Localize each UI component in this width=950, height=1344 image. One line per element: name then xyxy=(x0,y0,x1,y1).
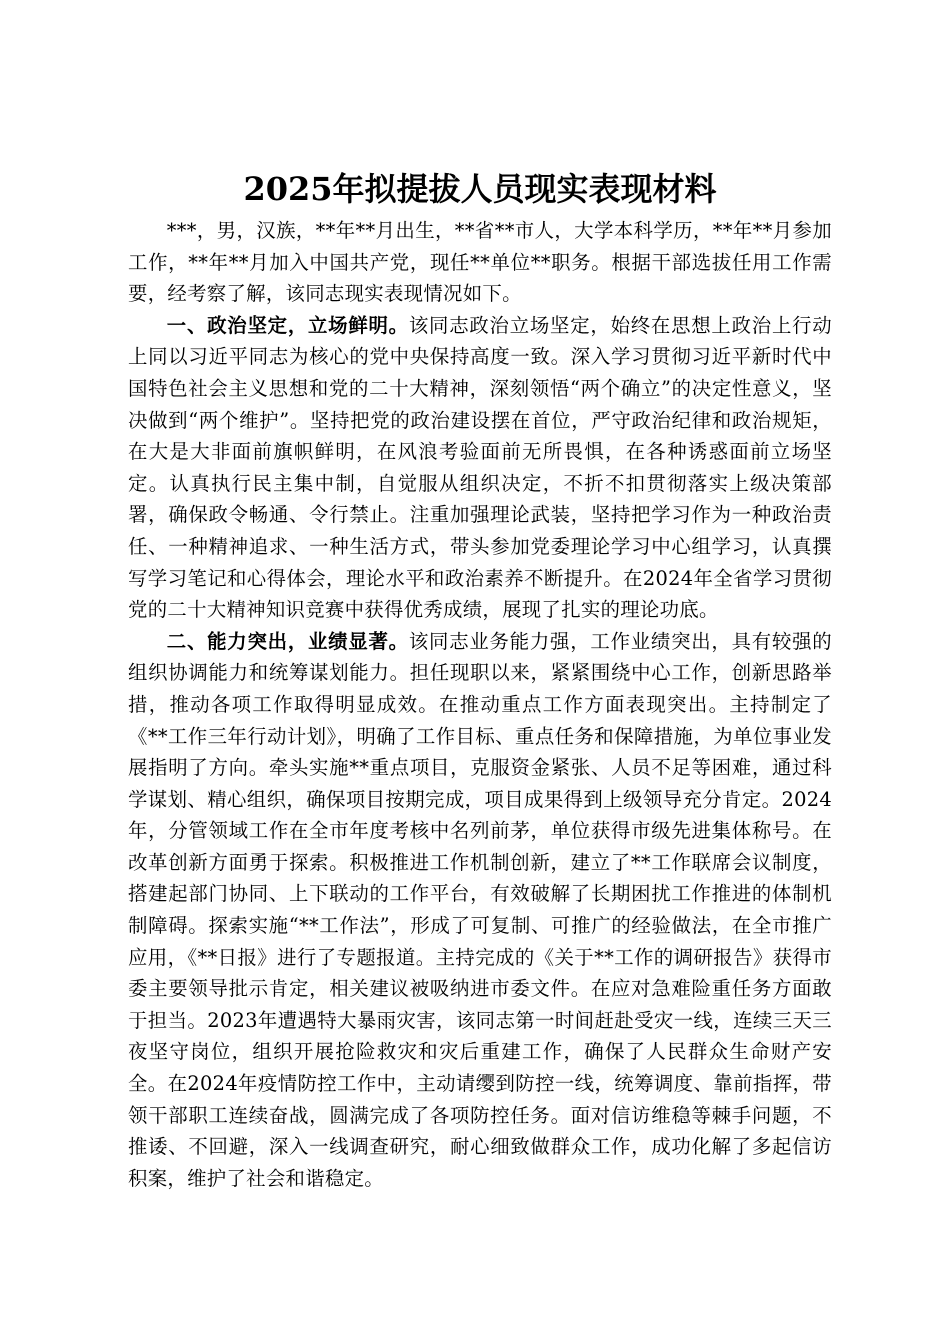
section-heading-ability: 二、能力突出，业绩显著。 xyxy=(166,629,409,653)
section-body-ability: 该同志业务能力强，工作业绩突出，具有较强的组织协调能力和统筹谋划能力。担任现职以来，紧紧围绕中心工作，创新思路举措，推动各项工作取得明显成效。在推动重点工作方面表现突出。主持制定了《**工作三年行动计划》，明确了工作目标、重点任务和保障措施，为单位事业发展指明了方向。牵头实施**重点项目，克服资金紧张、人员不足等困难，通过科学谋划、精心组织，确保项目按期完成，项目成果得到上级领导充分肯定。2024年，分管领域工作在全市年度考核中名列前茅，单位获得市级先进集体称号。在改革创新方面勇于探索。积极推进工作机制创新，建立了**工作联席会议制度，搭建起部门协同、上下联动的工作平台，有效破解了长期困扰工作推进的体制机制障碍。探索实施“**工作法”，形成了可复制、可推广的经验做法，在全市推广应用，《**日报》进行了专题报道。主持完成的《关于**工作的调研报告》获得市委主要领导批示肯定，相关建议被吸纳进市委文件。在应对急难险重任务方面敢于担当。2023年遭遇特大暴雨灾害，该同志第一时间赶赴受灾一线，连续三天三夜坚守岗位，组织开展抢险救灾和灾后重建工作，确保了人民群众生命财产安全。在2024年疫情防控工作中，主动请缨到防控一线，统筹调度、靠前指挥，带领干部职工连续奋战，圆满完成了各项防控任务。面对信访维稳等棘手问题，不推诿、不回避，深入一线调查研究，耐心细致做群众工作，成功化解了多起信访积案，维护了社会和谐稳定。 xyxy=(128,629,832,1190)
section-paragraph-ability xyxy=(128,626,832,1195)
section-heading-political: 一、政治坚定，立场鲜明。 xyxy=(166,313,409,337)
document-title: 2025年拟提拔人员现实表现材料 xyxy=(243,170,717,208)
section-body-political: 该同志政治立场坚定，始终在思想上政治上行动上同以习近平同志为核心的党中央保持高度一致。深入学习贯彻习近平新时代中国特色社会主义思想和党的二十大精神，深刻领悟“两个确立”的决定性意义，坚决做到“两个维护”。坚持把党的政治建设摆在首位，严守政治纪律和政治规矩，在大是大非面前旗帜鲜明，在风浪考验面前无所畏惧，在各种诱惑面前立场坚定。认真执行民主集中制，自觉服从组织决定，不折不扣贯彻落实上级决策部署，确保政令畅通、令行禁止。注重加强理论武装，坚持把学习作为一种政治责任、一种精神追求、一种生活方式，带头参加党委理论学习中心组学习，认真撰写学习笔记和心得体会，理论水平和政治素养不断提升。在2024年全省学习贯彻党的二十大精神知识竞赛中获得优秀成绩，展现了扎实的理论功底。 xyxy=(128,313,832,622)
section-paragraph-political xyxy=(128,310,832,626)
intro-paragraph: ***，男，汉族，**年**月出生，**省**市人，大学本科学历，**年**月参加工作，**年**月加入中国共产党，现任**单位**职务。根据干部选拔任用工作需要，经考察了解，该同志现实表现情况如下。 xyxy=(128,219,832,306)
document-body xyxy=(128,166,832,1194)
